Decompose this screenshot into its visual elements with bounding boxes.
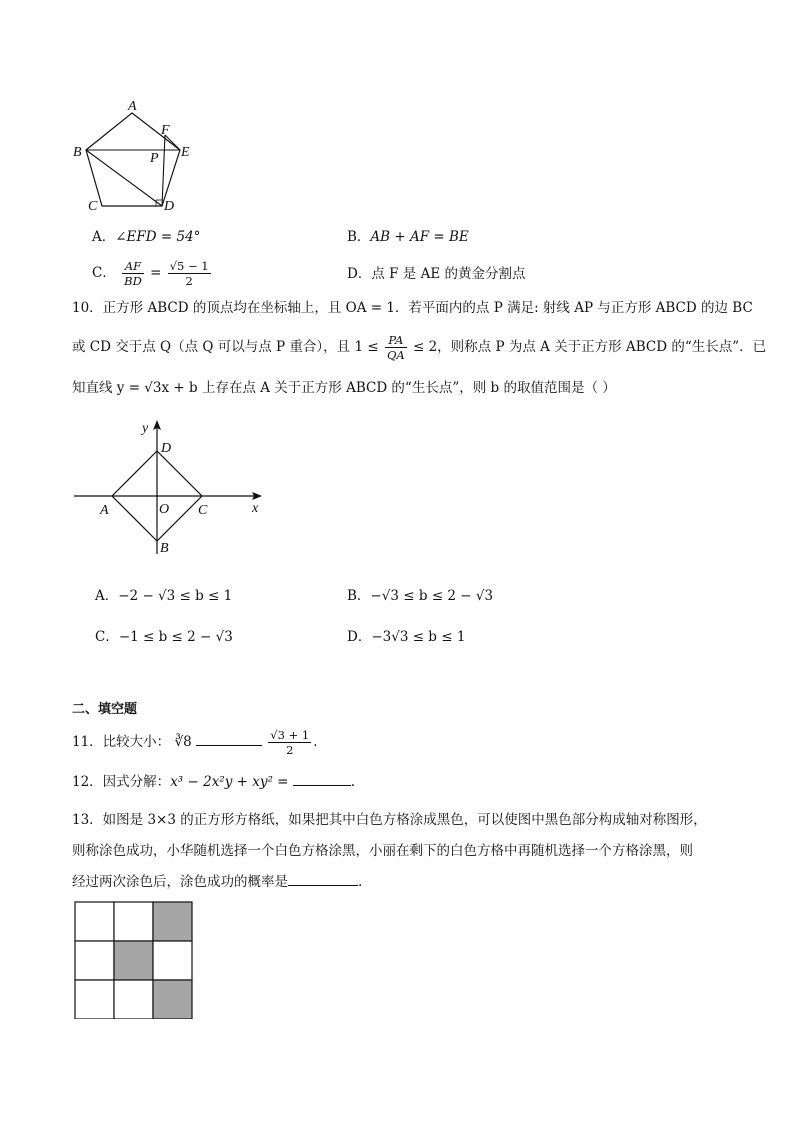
square-coordinate-figure (70, 418, 270, 558)
section-title: 二、填空题 (72, 702, 138, 717)
q9-option-a: A．∠EFD = 54° (92, 229, 201, 245)
label-B: B (73, 145, 82, 160)
grid-cell-shaded (153, 902, 192, 941)
label-A: A (128, 99, 137, 114)
axis-y-label: y (142, 421, 149, 436)
grid-cell-white (114, 980, 153, 1019)
q11-answer-blank[interactable] (196, 733, 262, 746)
label-F: F (161, 123, 170, 138)
label-A: A (100, 503, 109, 518)
q12-line: 12．因式分解：x³ − 2x²y + xy² = . (72, 774, 356, 790)
grid-cell-white (75, 980, 114, 1019)
label-O: O (159, 502, 170, 517)
q10-option-d: D．−3√3 ≤ b ≤ 1 (347, 629, 466, 645)
q13-line1: 13．如图是 3×3 的正方形方格纸，如果把其中白色方格涂成黑色，可以使图中黑色部分构成轴对称图形， (72, 812, 707, 828)
label-E: E (181, 145, 190, 160)
q11-line: 11．比较大小： ∛8 $\frac{√3 + 1}{2}$ . (72, 728, 318, 757)
q9-option-d: D．点 F 是 AE 的黄金分割点 (347, 266, 526, 282)
q10-line3: 知直线 y = √3x + b 上存在点 A 关于正方形 ABCD 的“生长点”，则 b 的取值范围是（ ） (72, 380, 616, 396)
q9-option-b: B．AB + AF = BE (347, 229, 469, 245)
label-D: D (161, 441, 172, 456)
q10-option-a: A．−2 − √3 ≤ b ≤ 1 (95, 588, 233, 604)
label-C: C (198, 503, 208, 518)
q10-line1: 10．正方形 ABCD 的顶点均在坐标轴上，且 OA = 1．若平面内的点 P 满足: 射线 AP 与正方形 ABCD 的边 BC (72, 300, 753, 316)
grid-cell-shaded (114, 941, 153, 980)
color-grid-figure (74, 901, 194, 1019)
q10-option-b: B．−√3 ≤ b ≤ 2 − √3 (347, 588, 494, 604)
pentagon-figure (70, 98, 200, 216)
label-P: P (150, 151, 159, 166)
label-B: B (160, 541, 169, 556)
label-D: D (164, 199, 175, 214)
grid-cell-shaded (153, 980, 192, 1019)
grid-cell-white (75, 902, 114, 941)
grid-cell-white (114, 902, 153, 941)
q13-line3: 经过两次涂色后，涂色成功的概率是 . (72, 874, 363, 890)
q13-line2: 则称涂色成功，小华随机选择一个白色方格涂黑，小丽在剩下的白色方格中再随机选择一个方格涂黑，则 (72, 843, 693, 859)
grid-cell-white (75, 941, 114, 980)
q13-answer-blank[interactable] (288, 873, 358, 886)
axis-x-label: x (252, 501, 259, 516)
q12-answer-blank[interactable] (293, 773, 351, 786)
q10-line2: 或 CD 交于点 Q（点 Q 可以与点 P 重合），且 1 ≤ $\frac{PA}{QA}$ ≤ 2，则称点 P 为点 A 关于正方形 ABCD 的“生长点”．已 (72, 333, 767, 362)
q9-option-c: C． $\frac{AF}{BD}$ = $\frac{√5 - 1}{2}$ (92, 259, 209, 288)
label-C: C (88, 199, 98, 214)
q10-option-c: C．−1 ≤ b ≤ 2 − √3 (95, 629, 233, 645)
grid-cell-white (153, 941, 192, 980)
